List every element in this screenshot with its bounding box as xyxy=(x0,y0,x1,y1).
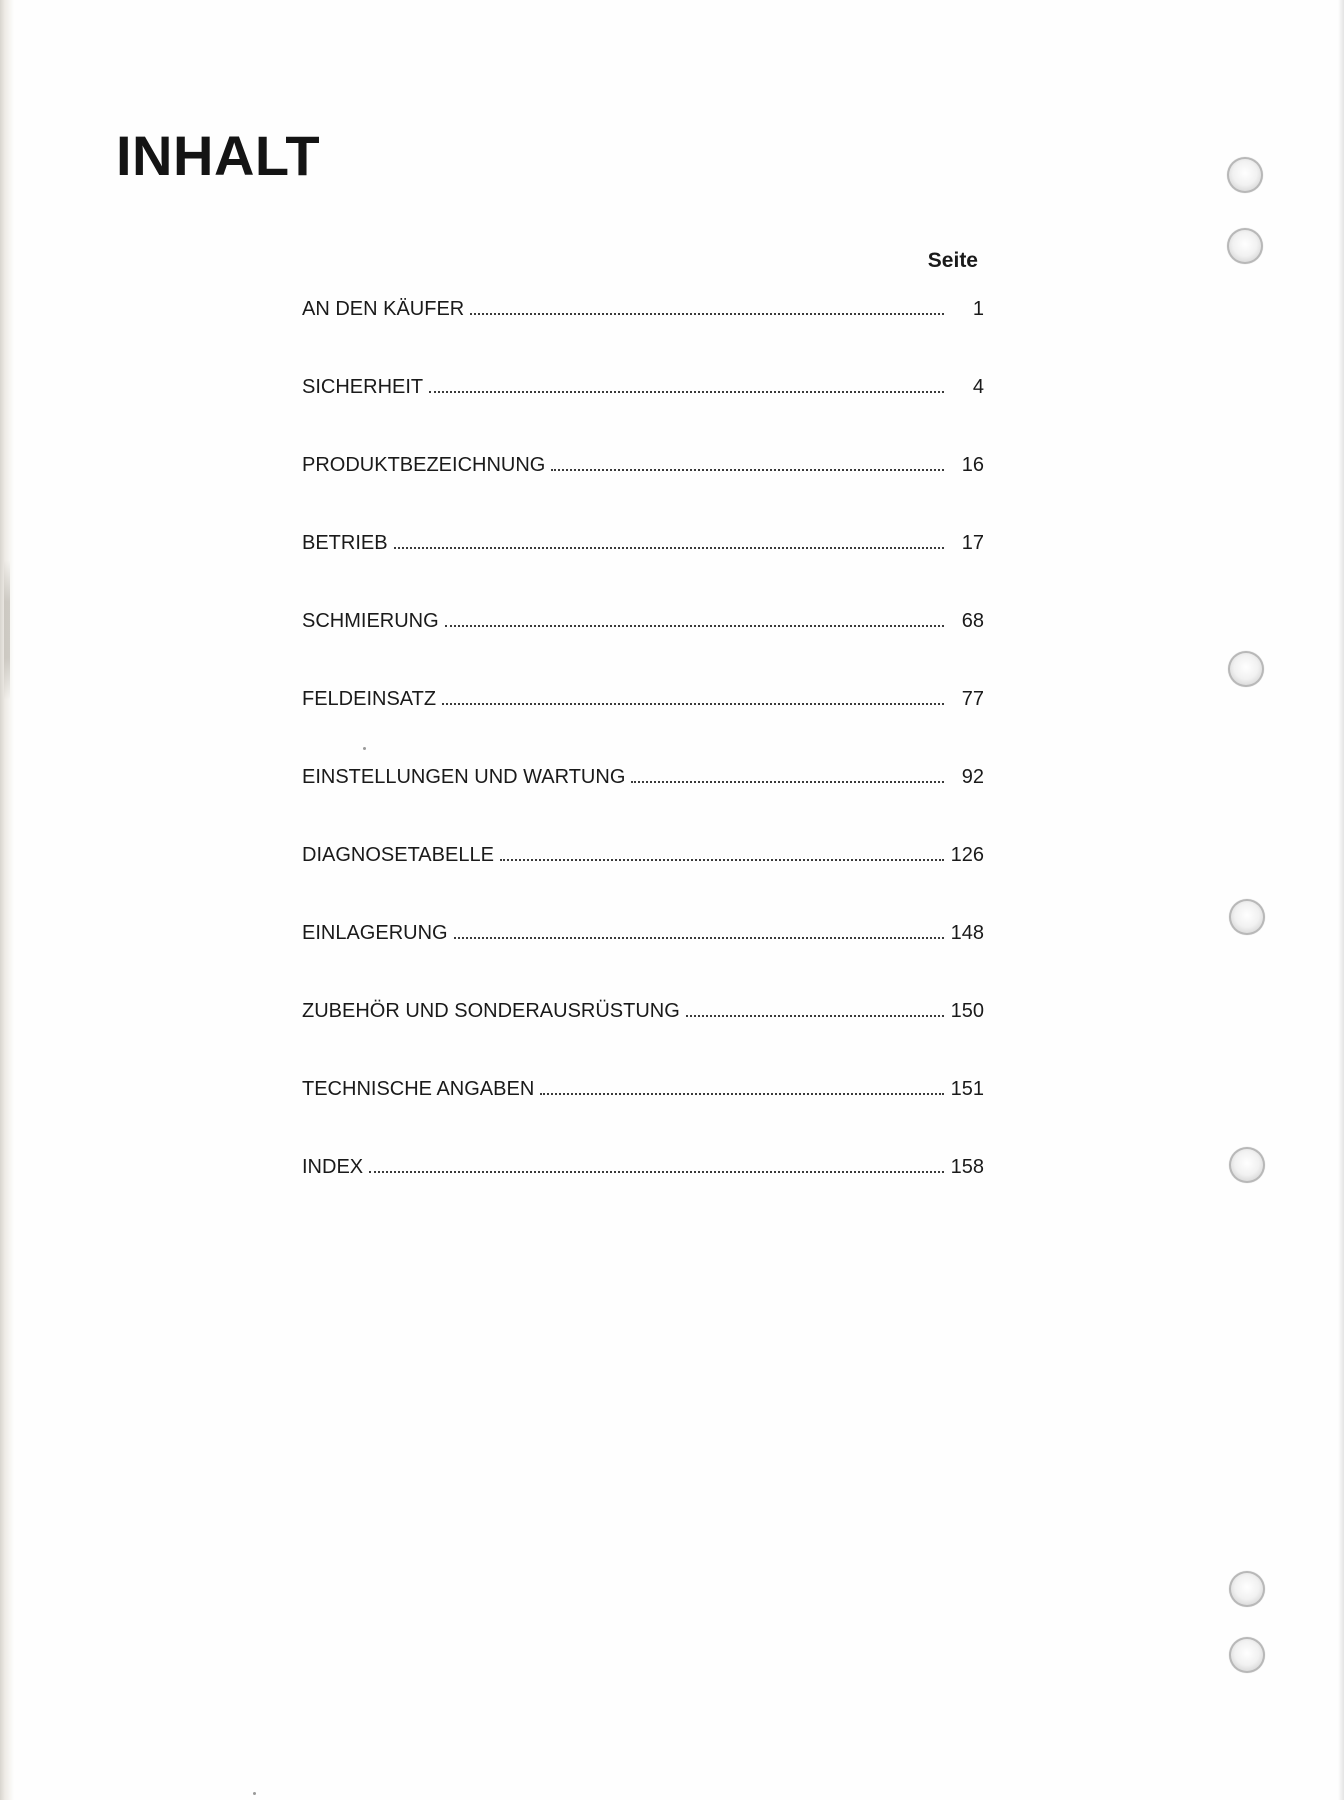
toc-entry-page: 92 xyxy=(961,766,984,788)
toc-entry-page: 68 xyxy=(961,610,984,632)
toc-entry xyxy=(302,920,984,998)
binder-hole xyxy=(1227,157,1263,193)
toc-entry xyxy=(302,1076,984,1154)
toc-dot-leader xyxy=(394,545,944,549)
toc-dot-leader xyxy=(442,701,944,705)
toc-entry xyxy=(302,1154,984,1232)
toc-entry-label: EINSTELLUNGEN UND WARTUNG xyxy=(302,766,626,788)
toc-entry-label: TECHNISCHE ANGABEN xyxy=(302,1078,535,1100)
toc-entry-label: EINLAGERUNG xyxy=(302,922,448,944)
toc-dot-leader xyxy=(500,857,944,861)
toc-entry xyxy=(302,530,984,608)
paper-speck xyxy=(253,1792,256,1795)
toc-dot-leader xyxy=(429,389,944,393)
toc-dot-leader xyxy=(454,935,944,939)
toc-entry-label: PRODUKTBEZEICHNUNG xyxy=(302,454,546,476)
toc-entry-label: SCHMIERUNG xyxy=(302,610,439,632)
toc-entry-page: 151 xyxy=(950,1078,984,1100)
binder-hole xyxy=(1229,899,1265,935)
toc-entry-label: INDEX xyxy=(302,1156,364,1178)
toc-entry xyxy=(302,842,984,920)
toc-dot-leader xyxy=(551,467,944,471)
toc-entry-page: 16 xyxy=(961,454,984,476)
binder-hole xyxy=(1229,1637,1265,1673)
toc-entry-label: BETRIEB xyxy=(302,532,388,554)
paper-wear-mark xyxy=(4,560,10,700)
toc-entry-label: AN DEN KÄUFER xyxy=(302,298,465,320)
toc-dot-leader xyxy=(540,1091,944,1095)
toc-entry-page: 77 xyxy=(961,688,984,710)
toc-entry-label: SICHERHEIT xyxy=(302,376,424,398)
toc-entry-page: 4 xyxy=(972,376,984,398)
toc-entry-page: 150 xyxy=(950,1000,984,1022)
toc-dot-leader xyxy=(631,779,944,783)
toc-entry-page: 1 xyxy=(972,298,984,320)
toc-entry-label: DIAGNOSETABELLE xyxy=(302,844,494,866)
toc-entry-label: ZUBEHÖR UND SONDERAUSRÜSTUNG xyxy=(302,1000,680,1022)
toc-entry xyxy=(302,374,984,452)
toc-dot-leader xyxy=(686,1013,944,1017)
toc-entry xyxy=(302,686,984,764)
paper-speck xyxy=(363,747,366,750)
toc-entry-label: FELDEINSATZ xyxy=(302,688,437,710)
binder-hole xyxy=(1227,228,1263,264)
toc-entry-page: 126 xyxy=(950,844,984,866)
toc-dot-leader xyxy=(369,1169,944,1173)
toc-entry xyxy=(302,764,984,842)
paper-edge-left xyxy=(0,0,14,1800)
binder-hole xyxy=(1228,651,1264,687)
toc-page-column-header: Seite xyxy=(927,249,978,272)
toc-dot-leader xyxy=(445,623,944,627)
table-of-contents xyxy=(302,296,984,1232)
paper-edge-right xyxy=(1338,0,1344,1800)
binder-hole xyxy=(1229,1147,1265,1183)
toc-entry xyxy=(302,998,984,1076)
binder-hole xyxy=(1229,1571,1265,1607)
toc-entry xyxy=(302,296,984,374)
toc-entry xyxy=(302,452,984,530)
toc-dot-leader xyxy=(470,311,944,315)
page-title: INHALT xyxy=(116,124,321,187)
toc-entry-page: 148 xyxy=(950,922,984,944)
toc-entry xyxy=(302,608,984,686)
toc-entry-page: 17 xyxy=(961,532,984,554)
toc-entry-page: 158 xyxy=(950,1156,984,1178)
